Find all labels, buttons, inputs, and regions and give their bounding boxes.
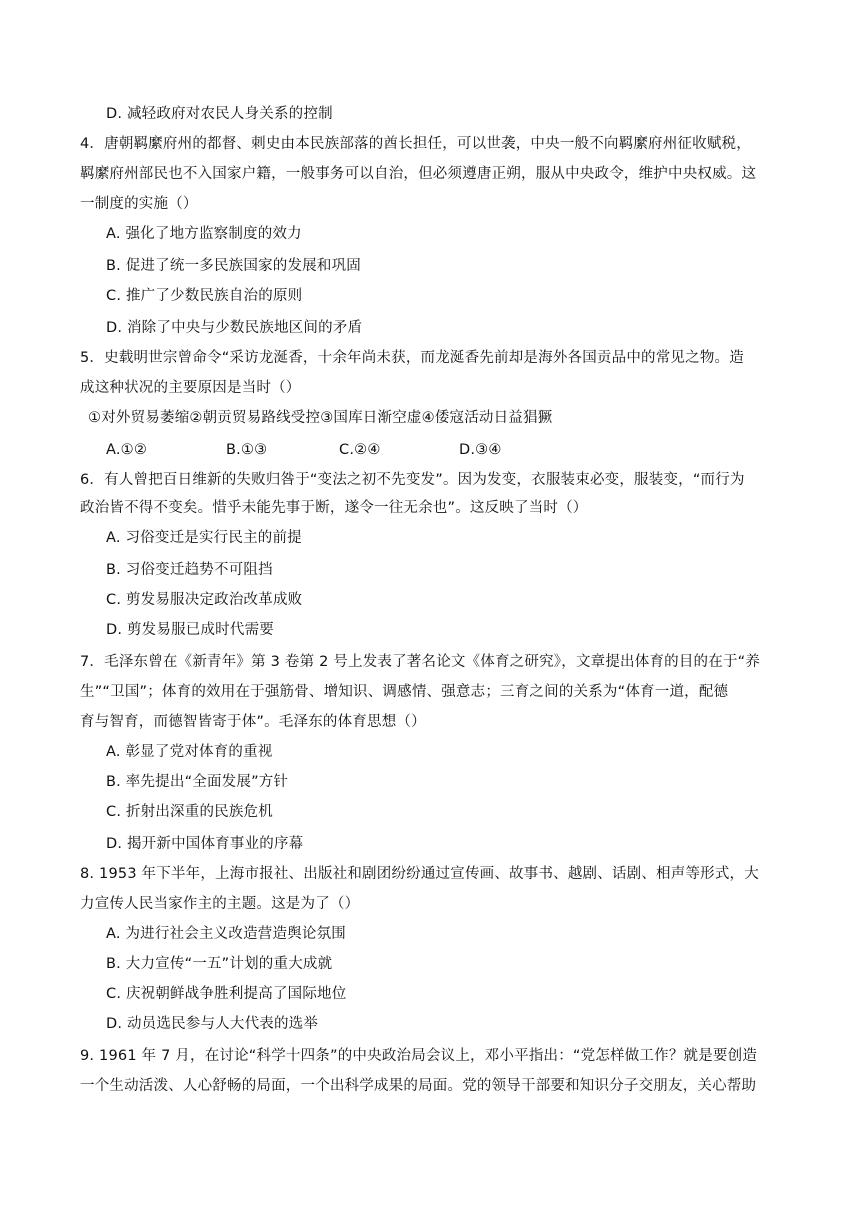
q7-stem-line-1: 7．毛泽东曾在《新青年》第 3 卷第 2 号上发表了著名论文《体育之研究》，文章提出体育的目的在于“养 [80,654,761,670]
q4-stem-line-3: 一制度的实施（） [80,196,198,212]
q4-stem-line-1: 4．唐朝羁縻府州的都督、刺史由本民族部落的酋长担任，可以世袭，中央一般不向羁縻府州征收赋税， [80,136,751,152]
q6-option-c: C. 剪发易服决定政治改革成败 [106,592,303,608]
q5-choice-c: C.②④ [339,442,381,458]
q5-choice-a: A.①② [106,442,148,458]
q7-option-d: D. 揭开新中国体育事业的序幕 [106,836,304,852]
q8-option-d: D. 动员选民参与人大代表的选举 [106,1016,319,1032]
q4-stem-line-2: 羁縻府州部民也不入国家户籍，一般事务可以自治，但必须遵唐正朔，服从中央政令，维护中央权威。这 [80,166,757,182]
q4-option-c: C. 推广了少数民族自治的原则 [106,288,303,304]
q5-stem-line-2: 成这种状况的主要原因是当时（） [80,380,301,396]
q7-option-c: C. 折射出深重的民族危机 [106,804,273,820]
q4-option-a: A. 强化了地方监察制度的效力 [106,226,302,242]
q7-option-b: B. 率先提出“全面发展”方针 [106,774,289,790]
q6-stem-line-1: 6．有人曾把百日维新的失败归咎于“变法之初不先变发”。因为发变，衣服装束必变，服装变，“而行为 [80,472,745,488]
q7-stem-line-2: 生”“卫国”；体育的效用在于强筋骨、增知识、调感情、强意志；三育之间的关系为“体育一道，配德 [80,684,729,700]
q3-option-d: D. 减轻政府对农民人身关系的控制 [106,106,333,122]
q5-stem-line-1: 5．史载明世宗曾命令“采访龙涎香，十余年尚未获，而龙涎香先前却是海外各国贡品中的常见之物。造 [80,350,744,366]
q9-stem-line-2: 一个生动活泼、人心舒畅的局面，一个出科学成果的局面。党的领导干部要和知识分子交朋友，关心帮助 [80,1078,757,1094]
q4-option-d: D. 消除了中央与少数民族地区间的矛盾 [106,320,363,336]
q5-choice-b: B.①③ [226,442,268,458]
q7-stem-line-3: 育与智育，而德智皆寄于体”。毛泽东的体育思想（） [80,714,426,730]
q6-option-b: B. 习俗变迁趋势不可阻挡 [106,562,273,578]
q7-option-a: A. 彰显了党对体育的重视 [106,744,273,760]
q8-option-c: C. 庆祝朝鲜战争胜利提高了国际地位 [106,986,347,1002]
q4-option-b: B. 促进了统一多民族国家的发展和巩固 [106,258,361,274]
q5-choices [106,440,502,460]
q8-stem-line-1: 8. 1953 年下半年，上海市报社、出版社和剧团纷纷通过宣传画、故事书、越剧、话剧、相声等形式，大 [80,866,759,882]
q9-stem-line-1: 9. 1961 年 7 月，在讨论“科学十四条”的中央政治局会议上，邓小平指出：“党怎样做工作？就是要创造 [80,1048,758,1064]
q6-option-d: D. 剪发易服已成时代需要 [106,622,274,638]
q6-option-a: A. 习俗变迁是实行民主的前提 [106,530,302,546]
q5-items: ①对外贸易萎缩②朝贡贸易路线受控③国库日渐空虚④倭寇活动日益猖獗 [88,410,553,426]
q8-option-a: A. 为进行社会主义改造营造舆论氛围 [106,926,346,942]
q8-option-b: B. 大力宣传“一五”计划的重大成就 [106,956,333,972]
q5-choice-d: D.③④ [459,442,502,458]
q8-stem-line-2: 力宣传人民当家作主的主题。这是为了（） [80,896,360,912]
q6-stem-line-2: 政治皆不得不变矣。惜乎未能先事于断，遂令一往无余也”。这反映了当时（） [80,500,588,516]
